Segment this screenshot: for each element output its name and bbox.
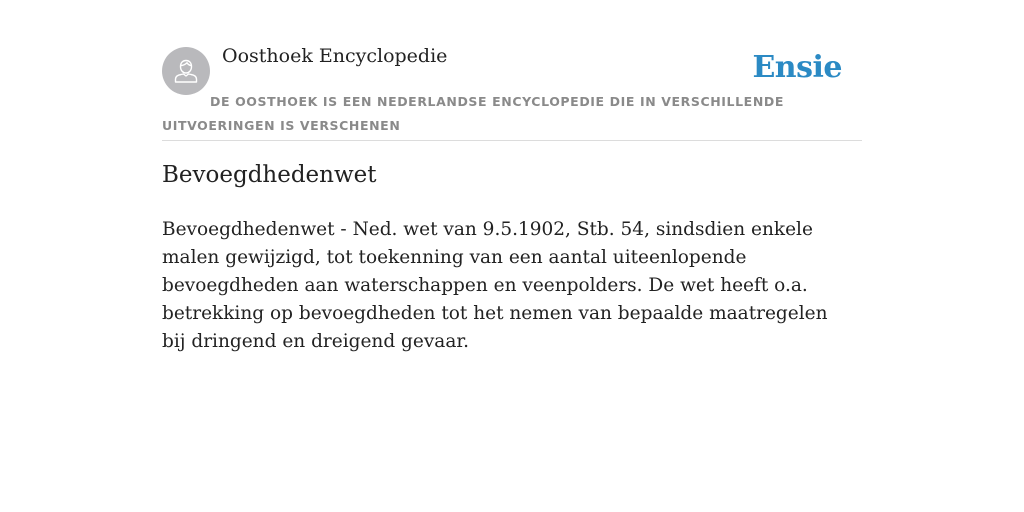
source-tagline: DE OOSTHOEK IS EEN NEDERLANDSE ENCYCLOPEDIE DIE IN VERSCHILLENDE UITVOERINGEN IS VERSCHENEN <box>162 94 784 133</box>
user-icon <box>171 56 201 86</box>
article-title: Bevoegdhedenwet <box>162 162 377 188</box>
page <box>162 0 862 352</box>
header <box>162 0 862 141</box>
avatar <box>162 47 210 95</box>
brand-logo[interactable]: Ensie <box>752 50 842 85</box>
article-body: Bevoegdhedenwet - Ned. wet van 9.5.1902, Stb. 54, sindsdien enkele malen gewijzigd, tot toekenning van een aantal uiteenlopende bevoegdheden aan waterschappen en veenpolders. De wet heeft o.a. betrekking op bevoegdheden tot het nemen van bepaalde maatregelen bij dringend en dreigend gevaar. <box>162 219 828 352</box>
source-name[interactable]: Oosthoek Encyclopedie <box>222 45 448 67</box>
